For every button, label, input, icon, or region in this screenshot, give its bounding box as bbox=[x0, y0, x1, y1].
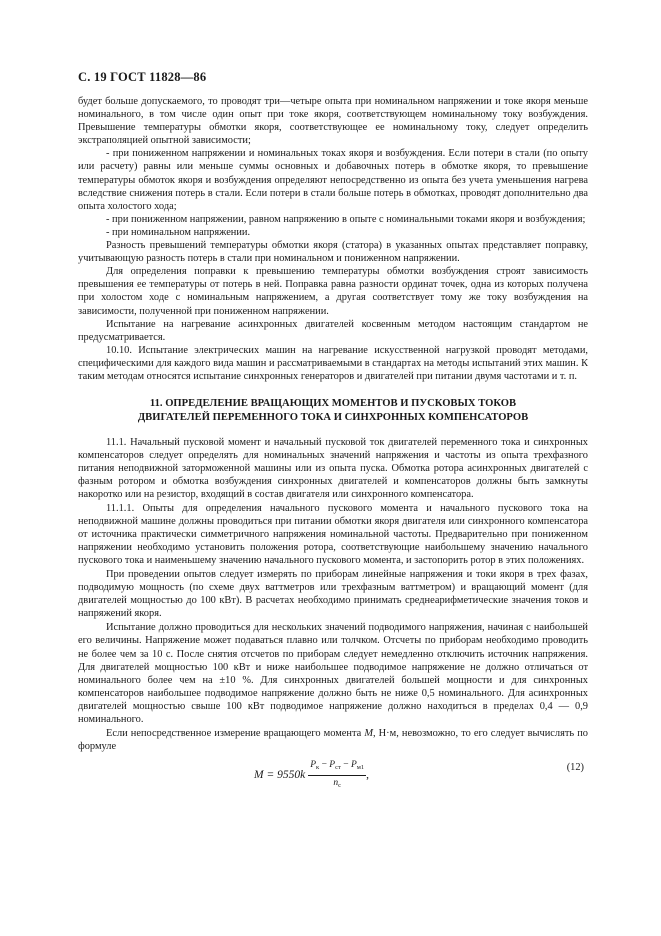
paragraph-text: Если непосредственное измерение вращающего момента bbox=[106, 728, 365, 740]
paragraph: Испытание должно проводиться для нескольких значений подводимого напряжения, начиная с наибольшей его величины. Напряжение может подаваться плавно или толчком. Отсчеты по приборам необходимо проводить не более чем за 10 с. После снятия отсчетов по приборам следует немедленно отключить источник напряжения. Для двигателей мощностью 100 кВт и ниже наибольшее подводимое напряжение не должно отличаться от номинального более чем на ±10 %. Для синхронных двигателей большей мощности и для синхронных компенсаторов наибольшее подводимое напряжение должно быть не ниже 0,5 номинального. Для асинхронных двигателей мощностью свыше 100 кВт подводимое напряжение должно находиться в пределах 0,4 — 0,9 номинального. bbox=[78, 622, 588, 726]
paragraph: 11.1. Начальный пусковой момент и начальный пусковой ток двигателей переменного тока и синхронных компенсаторов следует определять для номинальных значений напряжения и частоты из опыта трехфазного питания неподвижной заторможенной машины или из опыта пуска. Обмотка ротора асинхронных двигателей с фазным ротором и обмотка возбуждения синхронных двигателей и компенсаторов должны быть замкнуты накоротко или на резистор, входящий в состав двигателя или синхронного компенсатора. bbox=[78, 437, 588, 501]
formula-operator: − bbox=[319, 760, 330, 771]
paragraph bbox=[78, 727, 588, 753]
formula-block bbox=[78, 759, 588, 793]
paragraph: 11.1.1. Опыты для определения начального пускового момента и начального пускового тока на неподвижной машине должны проводиться при питании обмотки якоря двигателя или синхронного компенсатора от источника практически симметричного напряжения номинальной частоты. Предварительно при пониженном напряжении необходимо установить положения ротора, соответствующие наибольшему значению начального пускового тока и наименьшему значению начального пускового момента, и застопорить ротор в этих положениях. bbox=[78, 502, 588, 566]
formula-term: P bbox=[350, 760, 357, 771]
paragraph: Испытание на нагревание асинхронных двигателей косвенным методом настоящим стандартом не предусматривается. bbox=[78, 318, 588, 343]
paragraph: будет больше допускаемого, то проводят три—четыре опыта при номинальном напряжении и токе якоря меньше номинального, в том числе один опыт при токе якоря, соответствующем номинальному току возбуждения. Превышение температуры обмотки якоря, соответствующее ее номинальному току, следует определить экстраполяцией опытной зависимости; bbox=[78, 96, 588, 147]
torque-symbol: M bbox=[364, 728, 373, 740]
formula-numerator bbox=[308, 759, 366, 776]
paragraph: - при пониженном напряжении и номинальных токах якоря и возбуждения. Если потери в стали (по опыту или расчету) равны или меньше суммы основных и добавочных потерь в обмотке якоря, то превышение температуры обмоток якоря и возбуждения определяют непосредственно из опыта без учета уменьшения нагрева вследствие снижения потерь в стали. Если потери в стали больше потерь в обмотках, проводят дополнительно два опыта холостого хода; bbox=[78, 148, 588, 212]
formula-tail: , bbox=[366, 769, 370, 782]
section-heading-line: 11. ОПРЕДЕЛЕНИЕ ВРАЩАЮЩИХ МОМЕНТОВ И ПУСКОВЫХ ТОКОВ bbox=[149, 398, 517, 410]
equation-number: (12) bbox=[566, 762, 584, 774]
formula-term: P bbox=[329, 760, 336, 771]
formula-subscript: к bbox=[316, 764, 320, 772]
paragraph: При проведении опытов следует измерять по приборам линейные напряжения и токи якоря в трех фазах, подводимую мощность (по схеме двух ваттметров или трехфазным ваттметром) и вращающий момент (для двигателей мощностью до 100 кВт). В расчетах необходимо принимать среднеарифметические значения токов и напряжений якоря. bbox=[78, 569, 588, 620]
formula-subscript: с bbox=[338, 782, 341, 790]
formula bbox=[254, 759, 369, 792]
paragraph: - при номинальном напряжении. bbox=[106, 226, 251, 238]
formula-denominator bbox=[333, 776, 341, 792]
paragraph: 10.10. Испытание электрических машин на нагревание искусственной нагрузкой проводят методами, специфическими для каждого вида машин и рассматриваемыми в стандартах на методы испытаний этих машин. К таким методам относятся испытание синхронных генераторов и двигателей при питании двумя частотами и т. п. bbox=[78, 344, 588, 382]
formula-subscript: ст bbox=[335, 764, 341, 772]
paragraph: - при пониженном напряжении, равном напряжению в опыте с номинальными токами якоря и возбуждения; bbox=[106, 213, 586, 225]
formula-fraction bbox=[308, 759, 366, 792]
formula-operator: − bbox=[340, 760, 351, 771]
page-header: С. 19 ГОСТ 11828—86 bbox=[78, 70, 207, 84]
formula-lhs: M = 9550k bbox=[254, 769, 306, 782]
section-heading bbox=[78, 397, 588, 424]
paragraph: Для определения поправки к превышению температуры обмотки возбуждения строят зависимость превышения ее температуры от потерь в ней. Поправка равна разности ординат точек, одна из которых получена при холостом ходе с номинальным напряжением, а другая соответствует тому же току возбуждения на зависимости, полученной при пониженном напряжении. bbox=[78, 266, 588, 317]
formula-subscript: м1 bbox=[356, 764, 365, 772]
formula-term: n bbox=[333, 778, 339, 789]
document-body bbox=[78, 95, 588, 793]
paragraph: Разность превышений температуры обмотки якоря (статора) в указанных опытах представляет поправку, учитывающую разность потерь в стали при номинальном и пониженном напряжении. bbox=[78, 240, 588, 265]
section-heading-line: ДВИГАТЕЛЕЙ ПЕРЕМЕННОГО ТОКА И СИНХРОННЫХ КОМПЕНСАТОРОВ bbox=[137, 411, 529, 423]
paragraph-text: , Н·м, невозможно, то его следует вычислять по формуле bbox=[78, 728, 589, 753]
formula-term: P bbox=[310, 760, 317, 771]
